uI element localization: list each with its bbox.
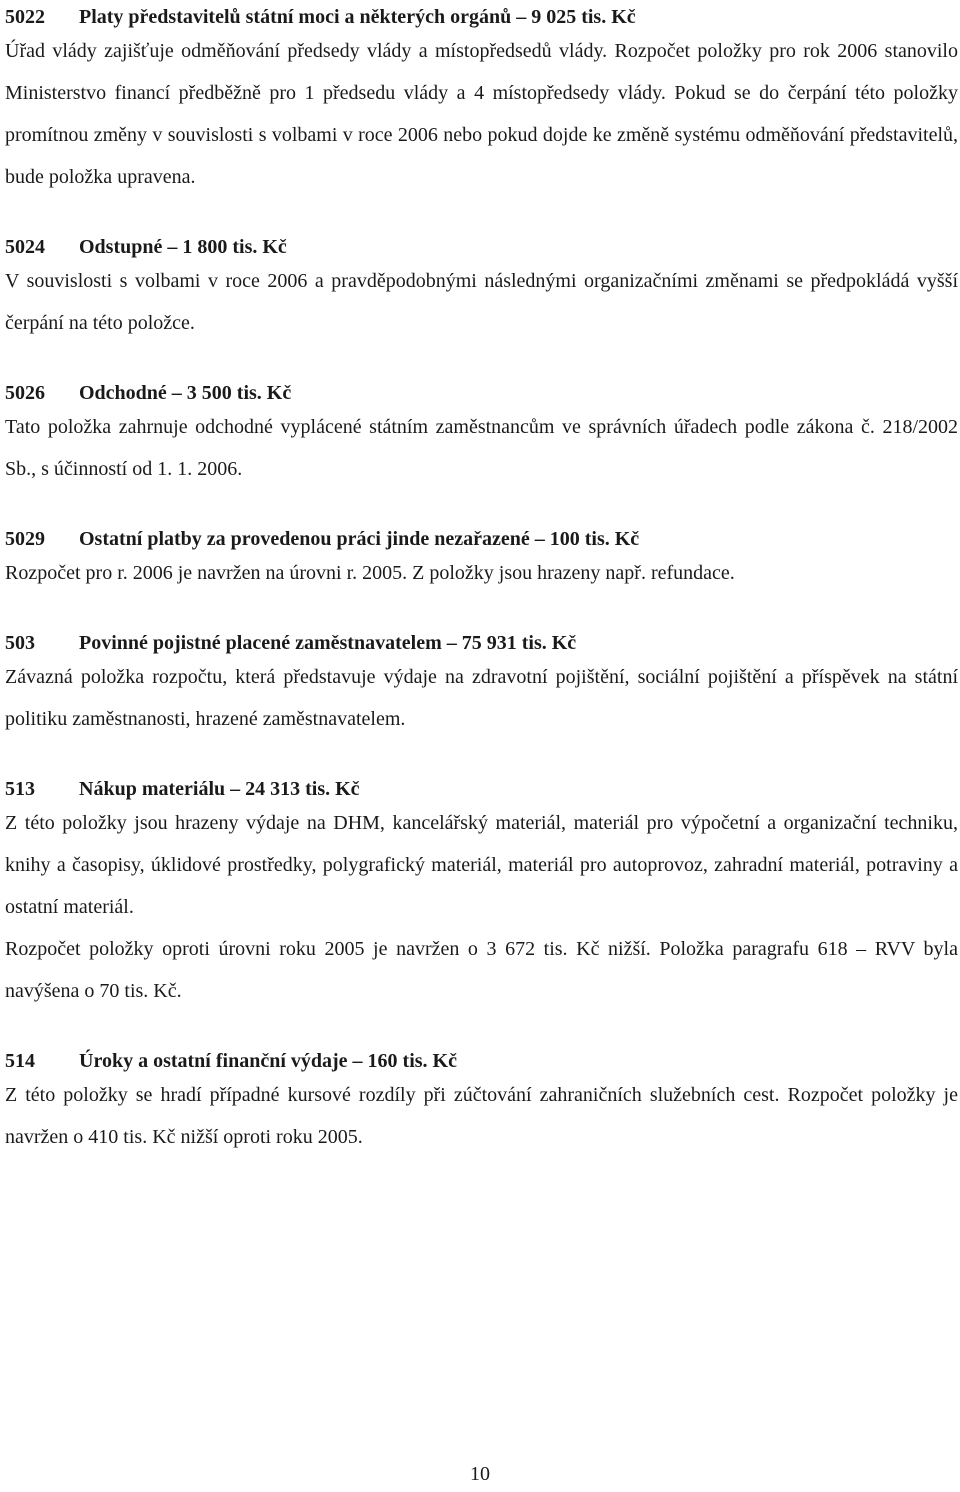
- section-heading: [5, 0, 958, 30]
- section-514: [5, 1044, 958, 1158]
- spacer: [5, 490, 958, 522]
- section-title: Platy představitelů státní moci a některých orgánů – 9 025 tis. Kč: [79, 6, 636, 28]
- section-paragraph: Rozpočet pro r. 2006 je navržen na úrovni r. 2005. Z položky jsou hrazeny např. refundace.: [5, 562, 735, 584]
- section-paragraph: Závazná položka rozpočtu, která představuje výdaje na zdravotní pojištění, sociální pojištění a příspěvek na státní politiku zaměstnanosti, hrazené zaměstnavatelem.: [5, 666, 958, 730]
- section-heading: [5, 376, 958, 406]
- page-number: 10: [470, 1463, 490, 1485]
- section-5022: [5, 0, 958, 198]
- section-title: Ostatní platby za provedenou práci jinde nezařazené – 100 tis. Kč: [79, 528, 640, 550]
- section-paragraph: V souvislosti s volbami v roce 2006 a pravděpodobnými následnými organizačními změnami se předpokládá vyšší čerpání na této položce.: [5, 270, 958, 334]
- section-number: 513: [5, 778, 35, 800]
- section-503: [5, 626, 958, 740]
- section-513: [5, 772, 958, 1012]
- section-number: 5022: [5, 6, 45, 28]
- section-paragraph: Z této položky jsou hrazeny výdaje na DHM, kancelářský materiál, materiál pro výpočetní a organizační techniku, knihy a časopisy, úklidové prostředky, polygrafický materiál, materiál pro autoprovoz, zahradní materiál, potraviny a ostatní materiál.: [5, 812, 958, 918]
- section-heading: [5, 230, 958, 260]
- section-heading: [5, 522, 958, 552]
- section-title: Úroky a ostatní finanční výdaje – 160 tis. Kč: [79, 1050, 457, 1072]
- section-number: 5026: [5, 382, 45, 404]
- section-heading: [5, 626, 958, 656]
- spacer: [5, 198, 958, 230]
- section-paragraph: Rozpočet položky oproti úrovni roku 2005 je navržen o 3 672 tis. Kč nižší. Položka paragrafu 618 – RVV byla navýšena o 70 tis. Kč.: [5, 938, 958, 1002]
- section-number: 514: [5, 1050, 35, 1072]
- section-paragraph: Tato položka zahrnuje odchodné vyplácené státním zaměstnancům ve správních úřadech podle zákona č. 218/2002 Sb., s účinností od 1. 1. 2006.: [5, 416, 958, 480]
- section-paragraph: Z této položky se hradí případné kursové rozdíly při zúčtování zahraničních služebních cest. Rozpočet položky je navržen o 410 tis. Kč nižší oproti roku 2005.: [5, 1084, 958, 1148]
- section-title: Odstupné – 1 800 tis. Kč: [79, 236, 287, 258]
- section-number: 5029: [5, 528, 45, 550]
- spacer: [5, 594, 958, 626]
- section-paragraph: Úřad vlády zajišťuje odměňování předsedy vlády a místopředsedů vlády. Rozpočet položky pro rok 2006 stanovilo Ministerstvo financí předběžně pro 1 předsedu vlády a 4 místopředsedy vlády. Pokud se do čerpání této položky promítnou změny v souvislosti s volbami v roce 2006 nebo pokud dojde ke změně systému odměňování představitelů, bude položka upravena.: [5, 40, 958, 188]
- section-5029: [5, 522, 958, 594]
- document-page: [5, 0, 958, 1158]
- section-5024: [5, 230, 958, 344]
- section-title: Odchodné – 3 500 tis. Kč: [79, 382, 292, 404]
- spacer: [5, 740, 958, 772]
- section-title: Nákup materiálu – 24 313 tis. Kč: [79, 778, 360, 800]
- spacer: [5, 1012, 958, 1044]
- section-number: 5024: [5, 236, 45, 258]
- section-heading: [5, 772, 958, 802]
- section-number: 503: [5, 632, 35, 654]
- section-title: Povinné pojistné placené zaměstnavatelem – 75 931 tis. Kč: [79, 632, 577, 654]
- section-heading: [5, 1044, 958, 1074]
- section-5026: [5, 376, 958, 490]
- spacer: [5, 344, 958, 376]
